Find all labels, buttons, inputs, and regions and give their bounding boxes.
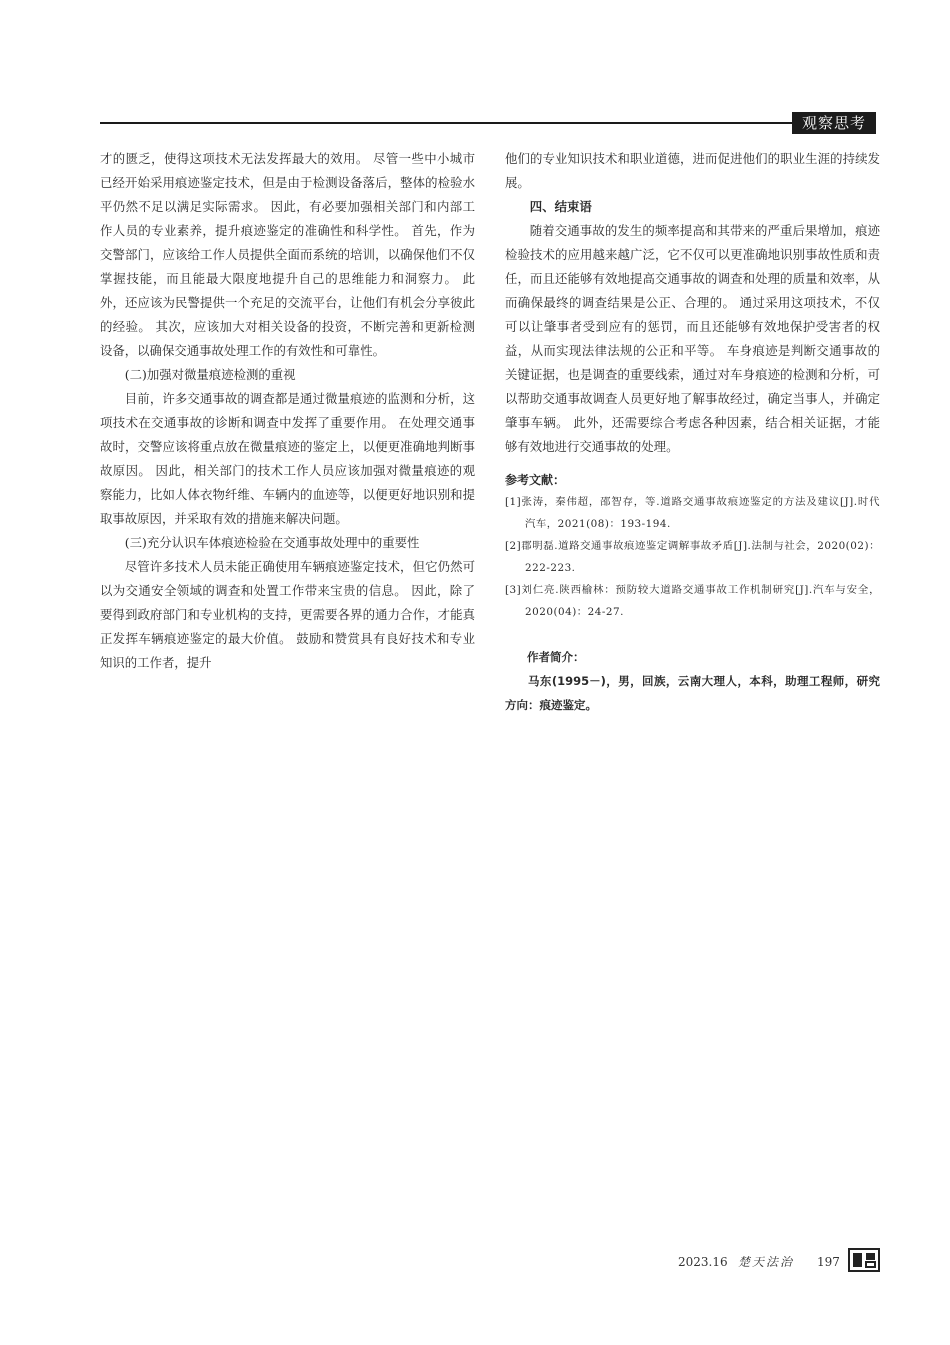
- paragraph: 才的匮乏，使得这项技术无法发挥最大的效用。 尽管一些中小城市已经开始采用痕迹鉴定技术，但是由于检测设备落后，整体的检验水平仍然不足以满足实际需求。 因此，有必要加强相关部门和内部工作人员的专业素养，提升痕迹鉴定的准确性和科学性。 首先，作为交警部门，应该给工作人员提供全面而系统的培训，以确保他们不仅掌握技能，而且能最大限度地提升自己的思维能力和洞察力。 此外，还应该为民警提供一个充足的交流平台，让他们有机会分享彼此的经验。 其次，应该加大对相关设备的投资，不断完善和更新检测设备，以确保交通事故处理工作的有效性和可靠性。: [100, 151, 475, 358]
- page-number: 197: [817, 1255, 840, 1269]
- reference-item: [2]郡明磊.道路交通事故痕迹鉴定调解事故矛盾[J].法制与社会，2020(02)：222-223.: [505, 540, 880, 574]
- references-heading: 参考文献：: [505, 473, 566, 487]
- section-tag: 观察思考: [792, 112, 876, 134]
- subsection-heading: (二)加强对微量痕迹检测的重视: [124, 367, 296, 382]
- journal-logo-icon: [848, 1248, 880, 1272]
- journal-name: 楚天法治: [738, 1255, 795, 1269]
- paragraph: 尽管许多技术人员未能正确使用车辆痕迹鉴定技术，但它仍然可以为交通安全领域的调查和处置工作带来宝贵的信息。 因此，除了要得到政府部门和专业机构的支持，更需要各界的通力合作，才能真正发挥车辆痕迹鉴定的最大价值。 鼓励和赞赏具有良好技术和专业知识的工作者，提升: [100, 559, 475, 670]
- reference-item: [3]刘仁亮.陕西榆林：预防较大道路交通事故工作机制研究[J].汽车与安全，2020(04)：24-27.: [505, 584, 880, 618]
- paragraph: 随着交通事故的发生的频率提高和其带来的严重后果增加，痕迹检验技术的应用越来越广泛，它不仅可以更准确地识别事故性质和责任，而且还能够有效地提高交通事故的调查和处理的质量和效率，从而确保最终的调查结果是公正、合理的。 通过采用这项技术，不仅可以让肇事者受到应有的惩罚，而且还能够有效地保护受害者的权益，从而实现法律法规的公正和平等。 车身痕迹是判断交通事故的关键证据，也是调查的重要线索，通过对车身痕迹的检测和分析，可以帮助交通事故调查人员更好地了解事故经过，确定当事人，并确定肇事车辆。 此外，还需要综合考虑各种因素，结合相关证据，才能够有效地进行交通事故的处理。: [505, 223, 880, 454]
- header-rule: [100, 122, 800, 124]
- subsection-heading: (三)充分认识车体痕迹检验在交通事故处理中的重要性: [124, 535, 420, 550]
- reference-item: [1]张涛，秦伟超，邵智存，等.道路交通事故痕迹鉴定的方法及建议[J].时代汽车，2021(08)：193-194.: [505, 496, 880, 530]
- issue-date: 2023.16: [678, 1255, 728, 1269]
- paragraph: 目前，许多交通事故的调查都是通过微量痕迹的监测和分析，这项技术在交通事故的诊断和调查中发挥了重要作用。 在处理交通事故时，交警应该将重点放在微量痕迹的鉴定上，以便更准确地判断事故原因。 因此，相关部门的技术工作人员应该加强对微量痕迹的观察能力，比如人体衣物纤维、车辆内的血迹等，以便更好地识别和提取事故原因，并采取有效的措施来解决问题。: [100, 391, 475, 526]
- author-heading: 作者简介：: [527, 650, 585, 664]
- author-bio: 马东(1995－)，男，回族，云南大理人，本科，助理工程师，研究方向：痕迹鉴定。: [505, 674, 880, 712]
- paragraph-continued: 他们的专业知识技术和职业道德，进而促进他们的职业生涯的持续发展。: [505, 151, 880, 190]
- left-column: [100, 147, 475, 675]
- section-heading: 四、结束语: [529, 199, 592, 214]
- right-column: [505, 147, 880, 717]
